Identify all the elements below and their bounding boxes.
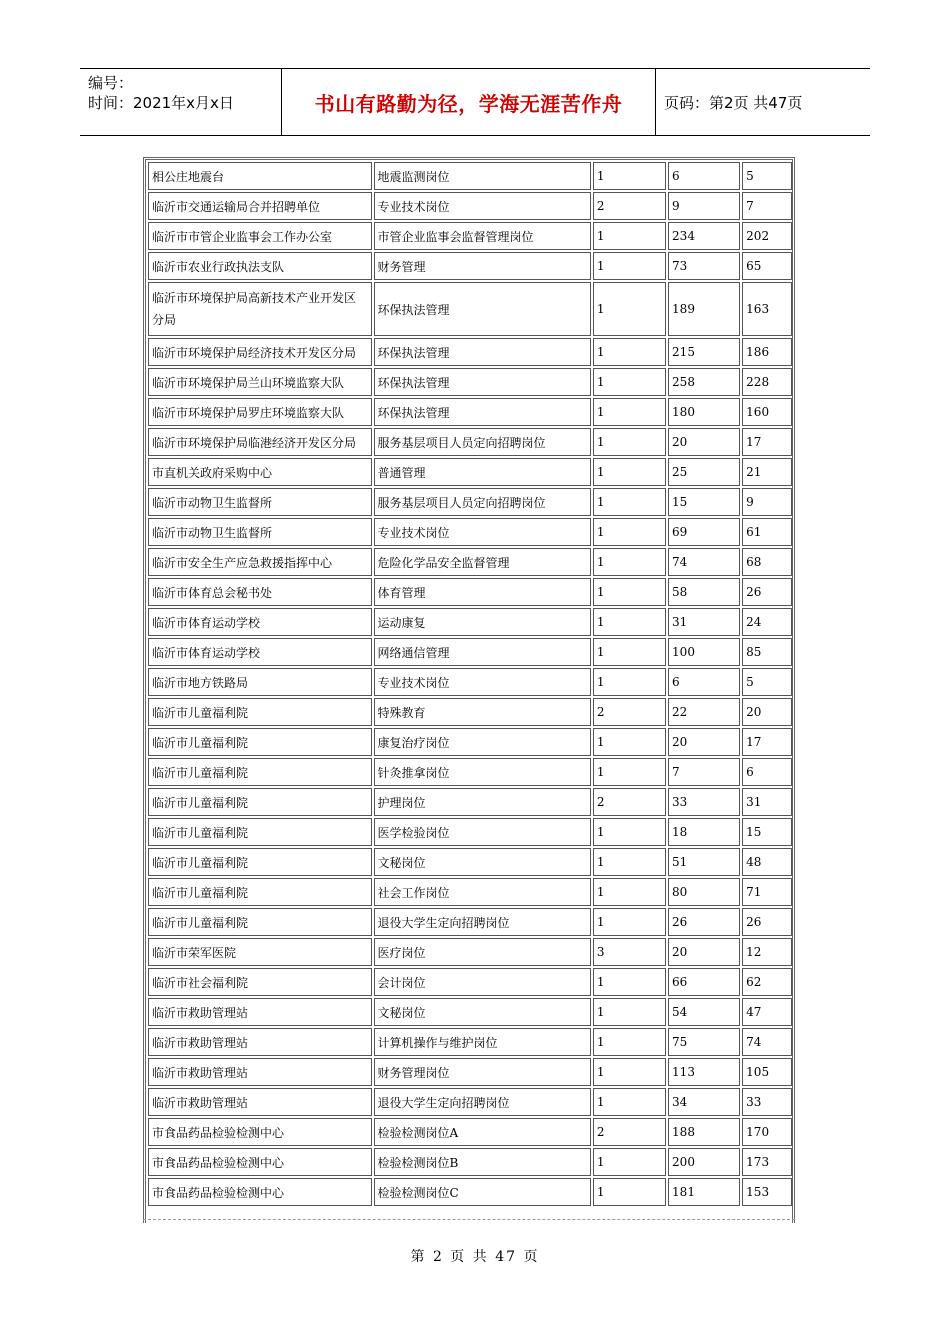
quota-cell: 1 xyxy=(593,1088,666,1116)
quota-cell: 1 xyxy=(593,878,666,906)
header-page-number: 页码：第2页 共47页 xyxy=(664,94,803,112)
qualified-cell: 7 xyxy=(742,192,792,220)
position-cell: 计算机操作与维护岗位 xyxy=(374,1028,591,1056)
quota-cell: 1 xyxy=(593,818,666,846)
applicants-cell: 180 xyxy=(668,398,740,426)
quota-cell: 1 xyxy=(593,282,666,336)
position-cell: 地震监测岗位 xyxy=(374,162,591,190)
table-row xyxy=(148,878,792,906)
position-cell: 环保执法管理 xyxy=(374,368,591,396)
applicants-cell: 73 xyxy=(668,252,740,280)
unit-cell: 临沂市体育运动学校 xyxy=(148,638,372,666)
qualified-cell: 21 xyxy=(742,458,792,486)
table-row xyxy=(148,162,792,190)
applicants-cell: 20 xyxy=(668,938,740,966)
qualified-cell: 12 xyxy=(742,938,792,966)
header-meta xyxy=(88,73,234,113)
quota-cell: 1 xyxy=(593,252,666,280)
position-cell: 服务基层项目人员定向招聘岗位 xyxy=(374,488,591,516)
quota-cell: 1 xyxy=(593,1028,666,1056)
applicants-cell: 58 xyxy=(668,578,740,606)
table-row xyxy=(148,1028,792,1056)
unit-cell: 相公庄地震台 xyxy=(148,162,372,190)
qualified-cell: 61 xyxy=(742,518,792,546)
unit-cell: 临沂市儿童福利院 xyxy=(148,908,372,936)
qualified-cell: 17 xyxy=(742,728,792,756)
position-cell: 文秘岗位 xyxy=(374,998,591,1026)
applicants-cell: 25 xyxy=(668,458,740,486)
qualified-cell: 65 xyxy=(742,252,792,280)
table-row xyxy=(148,488,792,516)
applicants-cell: 69 xyxy=(668,518,740,546)
recruitment-table xyxy=(146,160,794,1208)
table-row xyxy=(148,1148,792,1176)
qualified-cell: 71 xyxy=(742,878,792,906)
qualified-cell: 15 xyxy=(742,818,792,846)
quota-cell: 1 xyxy=(593,488,666,516)
applicants-cell: 100 xyxy=(668,638,740,666)
header-slogan: 书山有路勤为径，学海无涯苦作舟 xyxy=(281,69,656,135)
unit-cell: 市食品药品检验检测中心 xyxy=(148,1178,372,1206)
unit-cell: 临沂市儿童福利院 xyxy=(148,848,372,876)
applicants-cell: 33 xyxy=(668,788,740,816)
table-row xyxy=(148,428,792,456)
position-cell: 环保执法管理 xyxy=(374,398,591,426)
table-row xyxy=(148,282,792,336)
qualified-cell: 17 xyxy=(742,428,792,456)
qualified-cell: 62 xyxy=(742,968,792,996)
applicants-cell: 258 xyxy=(668,368,740,396)
table-row xyxy=(148,548,792,576)
unit-cell: 临沂市动物卫生监督所 xyxy=(148,488,372,516)
unit-cell: 临沂市环境保护局高新技术产业开发区分局 xyxy=(148,282,372,336)
qualified-cell: 163 xyxy=(742,282,792,336)
quota-cell: 1 xyxy=(593,668,666,696)
quota-cell: 1 xyxy=(593,518,666,546)
applicants-cell: 9 xyxy=(668,192,740,220)
qualified-cell: 153 xyxy=(742,1178,792,1206)
applicants-cell: 6 xyxy=(668,668,740,696)
unit-cell: 临沂市儿童福利院 xyxy=(148,728,372,756)
table-row xyxy=(148,1058,792,1086)
qualified-cell: 68 xyxy=(742,548,792,576)
qualified-cell: 9 xyxy=(742,488,792,516)
table-row xyxy=(148,608,792,636)
unit-cell: 临沂市环境保护局罗庄环境监察大队 xyxy=(148,398,372,426)
unit-cell: 临沂市动物卫生监督所 xyxy=(148,518,372,546)
unit-cell: 临沂市环境保护局兰山环境监察大队 xyxy=(148,368,372,396)
table-row xyxy=(148,638,792,666)
applicants-cell: 22 xyxy=(668,698,740,726)
quota-cell: 1 xyxy=(593,968,666,996)
applicants-cell: 75 xyxy=(668,1028,740,1056)
position-cell: 退役大学生定向招聘岗位 xyxy=(374,1088,591,1116)
qualified-cell: 24 xyxy=(742,608,792,636)
position-cell: 检验检测岗位B xyxy=(374,1148,591,1176)
quota-cell: 1 xyxy=(593,578,666,606)
applicants-cell: 181 xyxy=(668,1178,740,1206)
quota-cell: 2 xyxy=(593,788,666,816)
position-cell: 财务管理 xyxy=(374,252,591,280)
table-row xyxy=(148,668,792,696)
qualified-cell: 47 xyxy=(742,998,792,1026)
unit-cell: 临沂市农业行政执法支队 xyxy=(148,252,372,280)
page-header xyxy=(80,68,870,136)
applicants-cell: 7 xyxy=(668,758,740,786)
position-cell: 针灸推拿岗位 xyxy=(374,758,591,786)
qualified-cell: 5 xyxy=(742,162,792,190)
position-cell: 市管企业监事会监督管理岗位 xyxy=(374,222,591,250)
quota-cell: 1 xyxy=(593,638,666,666)
position-cell: 财务管理岗位 xyxy=(374,1058,591,1086)
unit-cell: 临沂市体育运动学校 xyxy=(148,608,372,636)
position-cell: 退役大学生定向招聘岗位 xyxy=(374,908,591,936)
unit-cell: 临沂市交通运输局合并招聘单位 xyxy=(148,192,372,220)
qualified-cell: 160 xyxy=(742,398,792,426)
qualified-cell: 33 xyxy=(742,1088,792,1116)
applicants-cell: 66 xyxy=(668,968,740,996)
document-number: 编号： xyxy=(88,74,134,92)
applicants-cell: 18 xyxy=(668,818,740,846)
table-row xyxy=(148,758,792,786)
applicants-cell: 34 xyxy=(668,1088,740,1116)
table-row xyxy=(148,368,792,396)
table-row xyxy=(148,398,792,426)
unit-cell: 临沂市环境保护局经济技术开发区分局 xyxy=(148,338,372,366)
qualified-cell: 6 xyxy=(742,758,792,786)
qualified-cell: 26 xyxy=(742,578,792,606)
unit-cell: 临沂市儿童福利院 xyxy=(148,698,372,726)
applicants-cell: 113 xyxy=(668,1058,740,1086)
unit-cell: 临沂市救助管理站 xyxy=(148,998,372,1026)
unit-cell: 临沂市儿童福利院 xyxy=(148,788,372,816)
quota-cell: 1 xyxy=(593,548,666,576)
unit-cell: 市直机关政府采购中心 xyxy=(148,458,372,486)
qualified-cell: 20 xyxy=(742,698,792,726)
position-cell: 护理岗位 xyxy=(374,788,591,816)
unit-cell: 临沂市安全生产应急救援指挥中心 xyxy=(148,548,372,576)
table-row xyxy=(148,1088,792,1116)
unit-cell: 临沂市环境保护局临港经济开发区分局 xyxy=(148,428,372,456)
position-cell: 运动康复 xyxy=(374,608,591,636)
position-cell: 会计岗位 xyxy=(374,968,591,996)
document-date: 时间：2021年x月x日 xyxy=(88,94,234,112)
recruitment-table-container xyxy=(143,157,795,1223)
position-cell: 检验检测岗位C xyxy=(374,1178,591,1206)
quota-cell: 1 xyxy=(593,398,666,426)
unit-cell: 临沂市体育总会秘书处 xyxy=(148,578,372,606)
applicants-cell: 54 xyxy=(668,998,740,1026)
position-cell: 专业技术岗位 xyxy=(374,518,591,546)
unit-cell: 临沂市社会福利院 xyxy=(148,968,372,996)
applicants-cell: 15 xyxy=(668,488,740,516)
position-cell: 体育管理 xyxy=(374,578,591,606)
unit-cell: 临沂市儿童福利院 xyxy=(148,818,372,846)
applicants-cell: 51 xyxy=(668,848,740,876)
table-row xyxy=(148,788,792,816)
quota-cell: 1 xyxy=(593,368,666,396)
table-body xyxy=(148,162,792,1206)
page-footer: 第 2 页 共 47 页 xyxy=(410,1249,540,1265)
position-cell: 环保执法管理 xyxy=(374,338,591,366)
position-cell: 康复治疗岗位 xyxy=(374,728,591,756)
applicants-cell: 31 xyxy=(668,608,740,636)
applicants-cell: 200 xyxy=(668,1148,740,1176)
quota-cell: 1 xyxy=(593,222,666,250)
table-row xyxy=(148,998,792,1026)
quota-cell: 1 xyxy=(593,998,666,1026)
qualified-cell: 26 xyxy=(742,908,792,936)
qualified-cell: 202 xyxy=(742,222,792,250)
qualified-cell: 31 xyxy=(742,788,792,816)
table-row xyxy=(148,818,792,846)
unit-cell: 临沂市救助管理站 xyxy=(148,1088,372,1116)
applicants-cell: 74 xyxy=(668,548,740,576)
table-row xyxy=(148,908,792,936)
qualified-cell: 173 xyxy=(742,1148,792,1176)
applicants-cell: 188 xyxy=(668,1118,740,1146)
position-cell: 危险化学品安全监督管理 xyxy=(374,548,591,576)
quota-cell: 1 xyxy=(593,458,666,486)
qualified-cell: 228 xyxy=(742,368,792,396)
table-row xyxy=(148,728,792,756)
applicants-cell: 215 xyxy=(668,338,740,366)
unit-cell: 市食品药品检验检测中心 xyxy=(148,1148,372,1176)
table-row xyxy=(148,518,792,546)
quota-cell: 1 xyxy=(593,848,666,876)
qualified-cell: 5 xyxy=(742,668,792,696)
applicants-cell: 189 xyxy=(668,282,740,336)
table-row xyxy=(148,1178,792,1206)
quota-cell: 2 xyxy=(593,192,666,220)
position-cell: 普通管理 xyxy=(374,458,591,486)
table-row xyxy=(148,578,792,606)
qualified-cell: 85 xyxy=(742,638,792,666)
table-row xyxy=(148,192,792,220)
table-row xyxy=(148,252,792,280)
unit-cell: 市食品药品检验检测中心 xyxy=(148,1118,372,1146)
unit-cell: 临沂市救助管理站 xyxy=(148,1058,372,1086)
applicants-cell: 234 xyxy=(668,222,740,250)
position-cell: 网络通信管理 xyxy=(374,638,591,666)
table-row xyxy=(148,968,792,996)
position-cell: 专业技术岗位 xyxy=(374,192,591,220)
position-cell: 检验检测岗位A xyxy=(374,1118,591,1146)
quota-cell: 1 xyxy=(593,162,666,190)
table-row xyxy=(148,698,792,726)
position-cell: 文秘岗位 xyxy=(374,848,591,876)
table-continuation-line xyxy=(143,1219,795,1220)
qualified-cell: 170 xyxy=(742,1118,792,1146)
qualified-cell: 48 xyxy=(742,848,792,876)
position-cell: 环保执法管理 xyxy=(374,282,591,336)
unit-cell: 临沂市地方铁路局 xyxy=(148,668,372,696)
qualified-cell: 186 xyxy=(742,338,792,366)
quota-cell: 1 xyxy=(593,758,666,786)
applicants-cell: 80 xyxy=(668,878,740,906)
position-cell: 服务基层项目人员定向招聘岗位 xyxy=(374,428,591,456)
qualified-cell: 105 xyxy=(742,1058,792,1086)
table-row xyxy=(148,458,792,486)
quota-cell: 1 xyxy=(593,608,666,636)
quota-cell: 1 xyxy=(593,728,666,756)
quota-cell: 2 xyxy=(593,1118,666,1146)
position-cell: 特殊教育 xyxy=(374,698,591,726)
applicants-cell: 20 xyxy=(668,728,740,756)
table-row xyxy=(148,338,792,366)
position-cell: 社会工作岗位 xyxy=(374,878,591,906)
quota-cell: 1 xyxy=(593,338,666,366)
unit-cell: 临沂市儿童福利院 xyxy=(148,878,372,906)
unit-cell: 临沂市儿童福利院 xyxy=(148,758,372,786)
qualified-cell: 74 xyxy=(742,1028,792,1056)
applicants-cell: 20 xyxy=(668,428,740,456)
position-cell: 专业技术岗位 xyxy=(374,668,591,696)
quota-cell: 1 xyxy=(593,908,666,936)
quota-cell: 1 xyxy=(593,428,666,456)
applicants-cell: 26 xyxy=(668,908,740,936)
quota-cell: 1 xyxy=(593,1058,666,1086)
quota-cell: 2 xyxy=(593,698,666,726)
quota-cell: 3 xyxy=(593,938,666,966)
applicants-cell: 6 xyxy=(668,162,740,190)
table-row xyxy=(148,1118,792,1146)
position-cell: 医疗岗位 xyxy=(374,938,591,966)
unit-cell: 临沂市市管企业监事会工作办公室 xyxy=(148,222,372,250)
unit-cell: 临沂市救助管理站 xyxy=(148,1028,372,1056)
unit-cell: 临沂市荣军医院 xyxy=(148,938,372,966)
position-cell: 医学检验岗位 xyxy=(374,818,591,846)
quota-cell: 1 xyxy=(593,1178,666,1206)
quota-cell: 1 xyxy=(593,1148,666,1176)
table-row xyxy=(148,848,792,876)
table-row xyxy=(148,938,792,966)
table-row xyxy=(148,222,792,250)
